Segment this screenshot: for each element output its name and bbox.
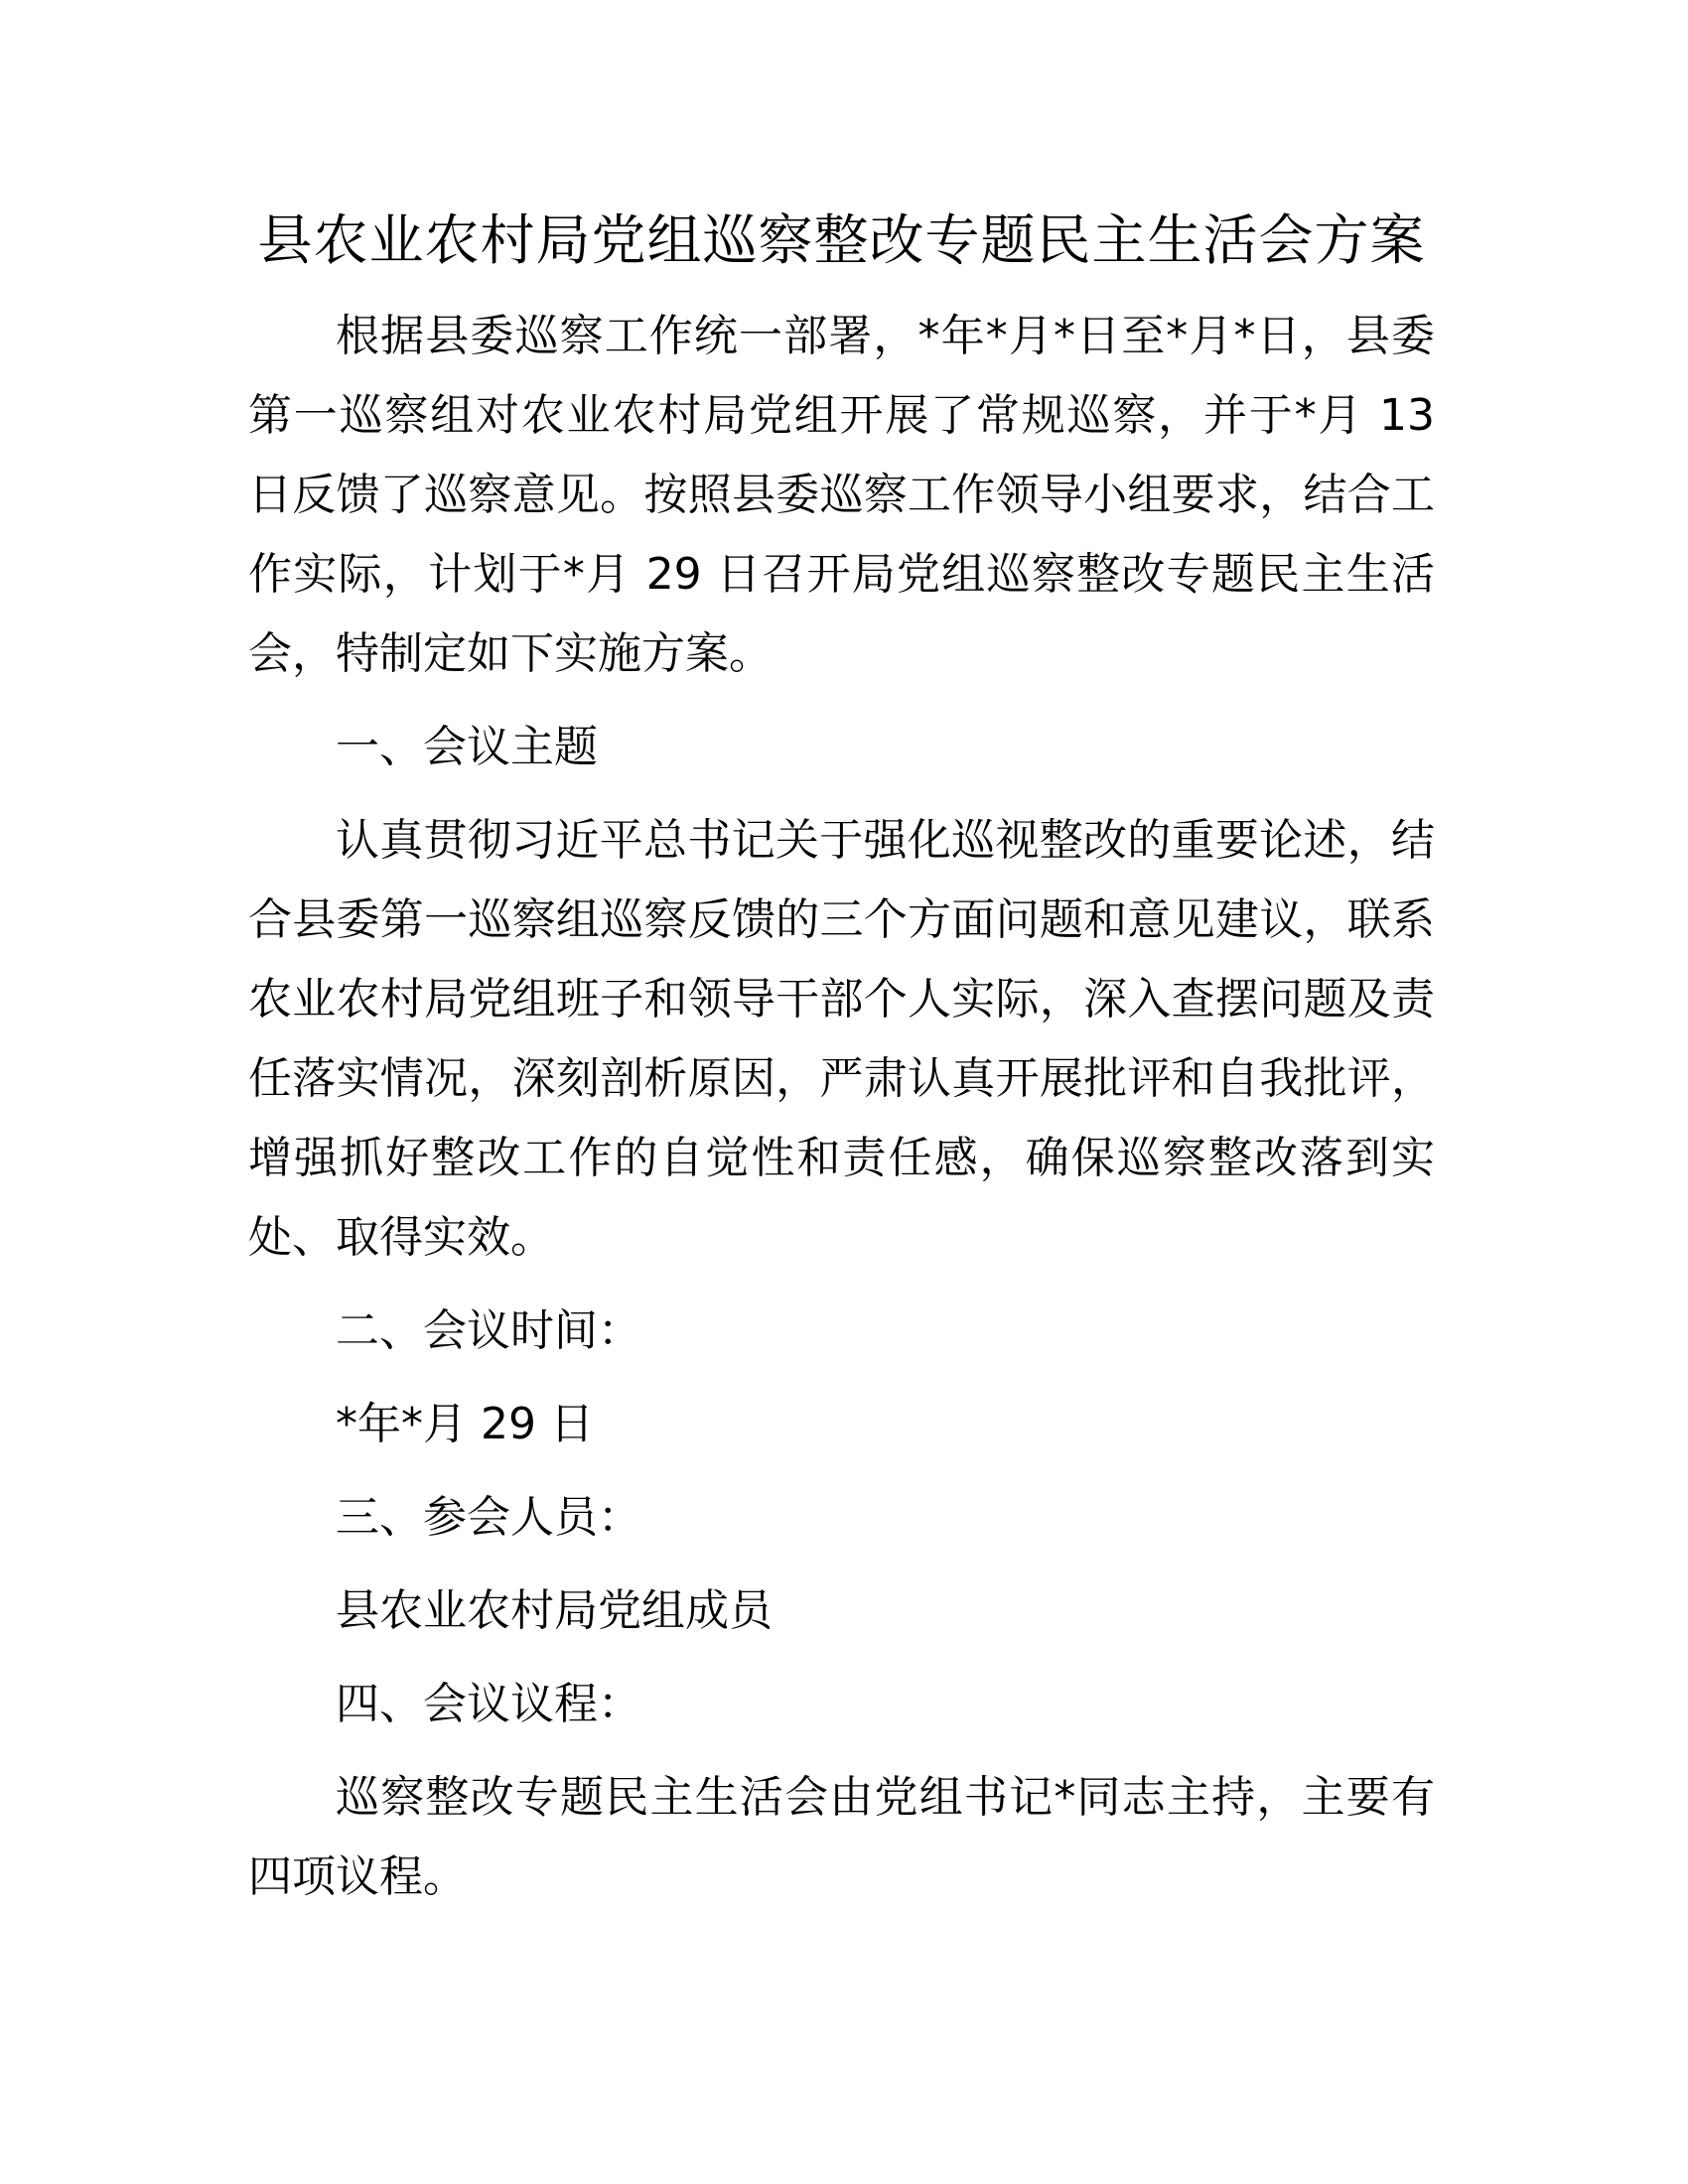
intro-paragraph: 根据县委巡察工作统一部署，*年*月*日至*月*日，县委第一巡察组对农业农村局党组开展了常规巡察，并于*月 13 日反馈了巡察意见。按照县委巡察工作领导小组要求，结合工作实际，计划于*月 29 日召开局党组巡察整改专题民主生活会，特制定如下实施方案。 (248, 311, 1435, 679)
section-heading-attendees: 三、参会人员： (336, 1492, 641, 1543)
document-page (248, 199, 1435, 1931)
section-body-theme: 认真贯彻习近平总书记关于强化巡视整改的重要论述，结合县委第一巡察组巡察反馈的三个方面问题和意见建议，联系农业农村局党组班子和领导干部个人实际，深入查摆问题及责任落实情况，深刻剖析原因，严肃认真开展批评和自我批评，增强抓好整改工作的自觉性和责任感，确保巡察整改落到实处、取得实效。 (248, 815, 1435, 1263)
document-title: 县农业农村局党组巡察整改专题民主生活会方案 (257, 208, 1426, 272)
section-heading-agenda: 四、会议议程： (336, 1679, 641, 1729)
section-heading-theme: 一、会议主题 (336, 722, 598, 772)
section-heading-time: 二、会议时间： (336, 1305, 641, 1356)
section-body-time: *年*月 29 日 (336, 1399, 594, 1449)
section-body-agenda: 巡察整改专题民主生活会由党组书记*同志主持，主要有四项议程。 (248, 1772, 1435, 1902)
section-body-attendees: 县农业农村局党组成员 (336, 1585, 773, 1636)
